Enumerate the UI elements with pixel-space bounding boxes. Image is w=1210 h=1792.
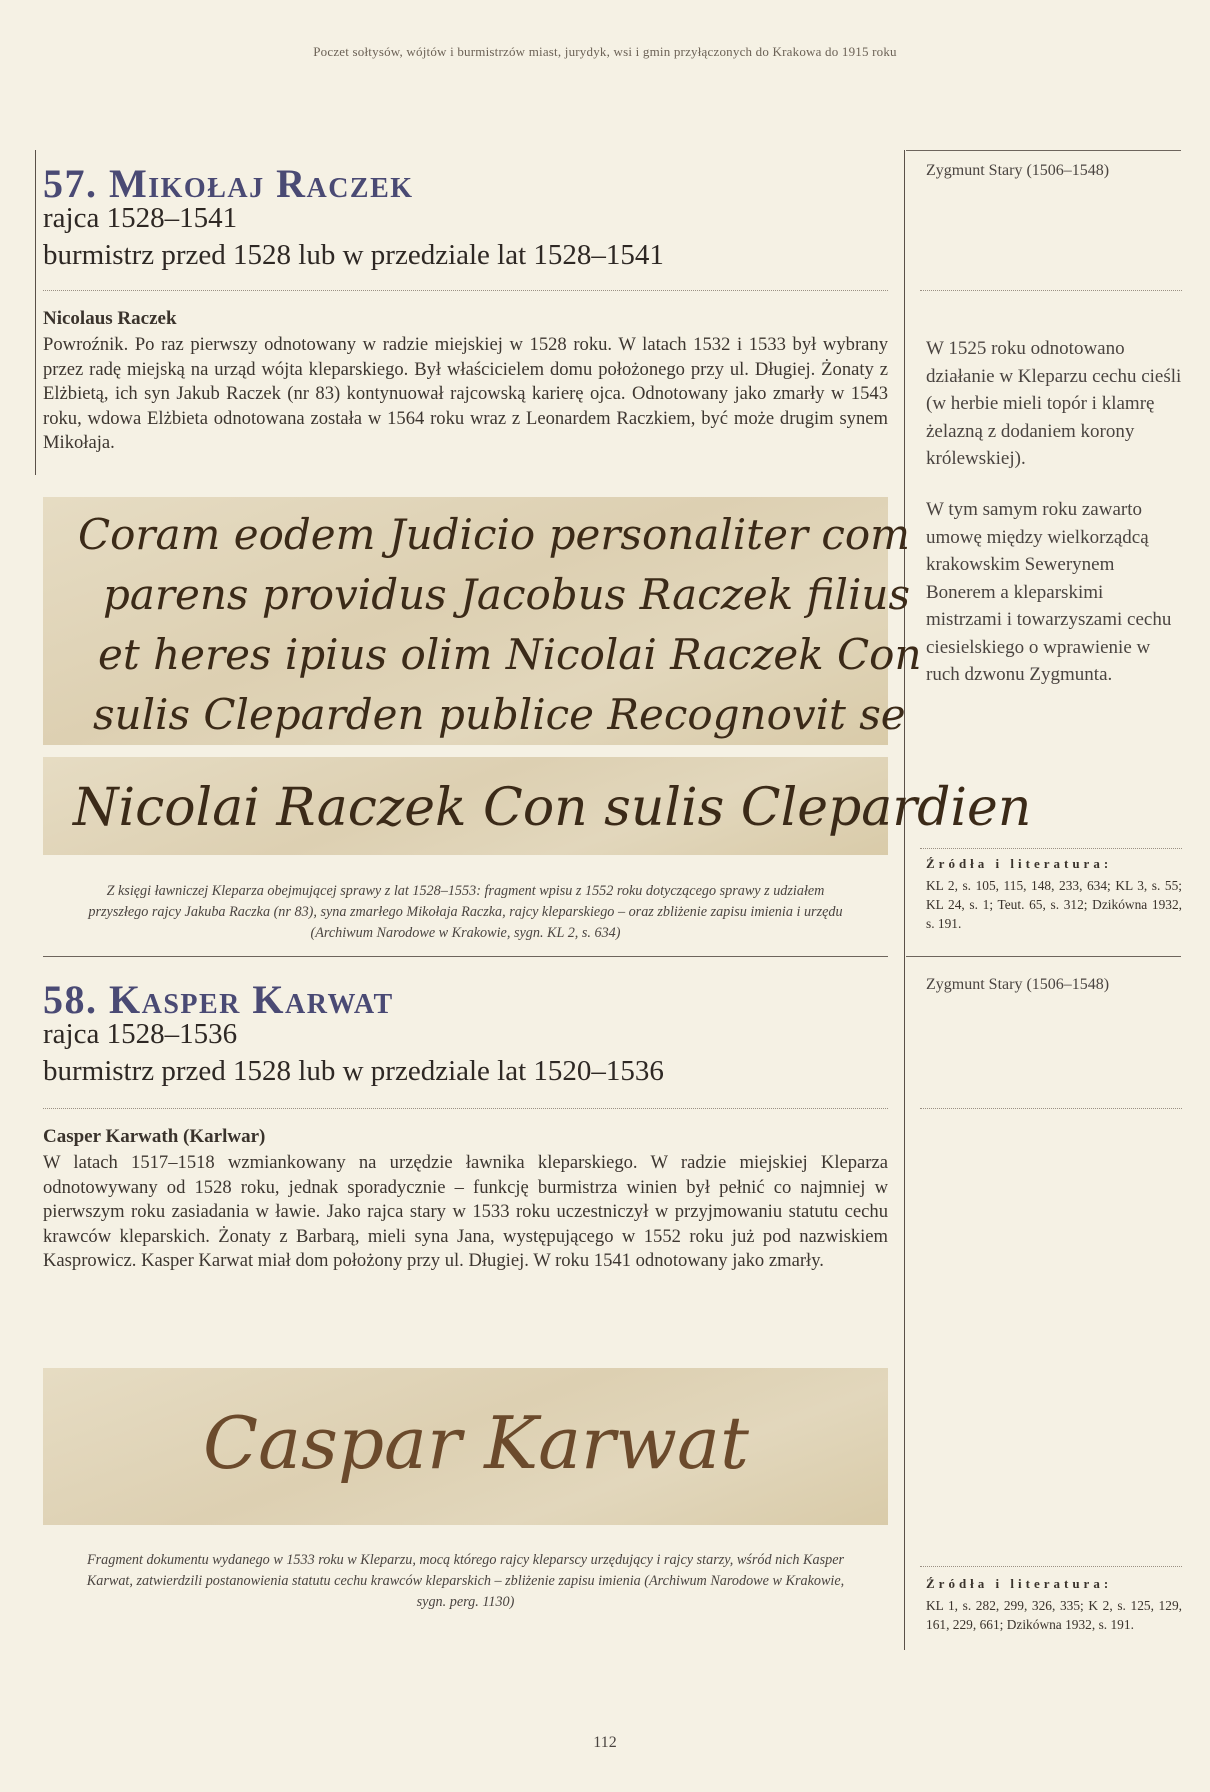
dotted-rule [920,290,1182,291]
biography-text: Powroźnik. Po raz pierwszy odnotowany w radzie miejskiej w 1528 roku. W latach 1532 i 1533 był wybrany przez radę miejską na urząd wójta kleparskiego. Był właścicielem domu położonego przy ul. Długiej. Żonaty z Elżbietą, ich syn Jakub Raczek (nr 83) kontynuował rajcowską karierę ojca. Odnotowany jako zmarły w 1543 roku, wdowa Elżbieta odnotowana została w 1564 roku wraz z Leonardem Raczkiem, być może drugim synem Mikołaja. [43,334,888,454]
manuscript-closeup-image [43,757,1032,855]
entry-office-burmistrz: burmistrz przed 1528 lub w przedziale lat 1528–1541 [43,239,664,271]
running-header: Poczet sołtysów, wójtów i burmistrzów miast, jurydyk, wsi i gmin przyłączonych do Krakowa do 1915 roku [313,44,897,59]
latin-name: Nicolaus Raczek [43,308,177,329]
manuscript-handwriting [43,497,922,745]
dotted-rule [920,1108,1182,1109]
entry-title: 57. Mikołaj Raczek [43,161,414,206]
dotted-rule [43,1108,888,1109]
manuscript-closeup-handwriting [43,1368,888,1525]
manuscript-line: sulis Cleparden publice Recognovit se [93,690,906,739]
section-rule-mid [906,956,1181,957]
manuscript-closeup-line: Nicolai Raczek Con sulis Clepardien [73,778,1032,838]
sidebar-note: W 1525 roku odnotowano działanie w Kleparzu cechu cieśli (w herbie mieli topór i klamrę żelazną z dodaniem korony królewskiej). [926,338,1182,469]
manuscript-image [43,497,922,745]
sources-label: Źródła i literatura: [926,856,1113,871]
biography-text: W latach 1517–1518 wzmiankowany na urzędzie ławnika kleparskiego. W radzie miejskiej Kleparza odnotowywany od 1528 roku, jednak sporadycznie – funkcję burmistrza winien był pełnić co najmniej w pierwszym roku zasiadania w ławie. Jako rajca stary w 1533 roku uczestniczył w przyjmowaniu statutu cechu krawców kleparskich. Żonaty z Barbarą, mieli syna Jana, występującego w 1552 roku już pod nazwiskiem Kasprowicz. Kasper Karwat miał dom położony przy ul. Długiej. W roku 1541 odnotowany jako zmarły. [43,1152,888,1272]
entry-office-burmistrz: burmistrz przed 1528 lub w przedziale lat 1520–1536 [43,1055,664,1087]
column-divider-main [904,150,905,1650]
manuscript-closeup-line: Caspar Karwat [203,1401,749,1485]
entry-office-rajca: rajca 1528–1536 [43,1018,238,1050]
sources-text: KL 2, s. 105, 115, 148, 233, 634; KL 3, s. 55; KL 24, s. 1; Teut. 65, s. 312; Dzikówna 1932, s. 191. [926,878,1182,931]
figure-caption: Fragment dokumentu wydanego w 1533 roku w Kleparzu, mocą którego rajcy kleparscy urzędujący i rajcy starzy, wśród nich Kasper Karwat, zatwierdzili postanowienia statutu cechu krawców kleparskich – zbliżenie zapisu imienia (Archiwum Narodowe w Krakowie, sygn. perg. 1130) [86,1552,845,1610]
entry-office-rajca: rajca 1528–1541 [43,202,238,234]
column-divider-left [35,150,36,475]
dotted-rule [920,1566,1182,1567]
image-gap [43,745,888,757]
sources-text: KL 1, s. 282, 299, 326, 335; K 2, s. 125, 129, 161, 229, 661; Dzikówna 1932, s. 191. [926,1598,1182,1632]
manuscript-closeup-image [43,1368,888,1525]
section-rule-top [906,150,1181,151]
sidebar-ruler: Zygmunt Stary (1506–1548) [926,162,1110,179]
section-rule-mid [43,956,888,957]
latin-name: Casper Karwath (Karlwar) [43,1126,266,1147]
manuscript-closeup-handwriting [43,757,1032,855]
sources-label: Źródła i literatura: [926,1576,1113,1591]
sidebar-note: W tym samym roku zawarto umowę między wielkorządcą krakowskim Sewerynem Bonerem a kleparskimi mistrzami i towarzyszami cechu ciesielskiego o wprawienie w ruch dzwonu Zygmunta. [926,499,1172,685]
figure-caption: Z księgi ławniczej Kleparza obejmującej sprawy z lat 1528–1553: fragment wpisu z 1552 roku dotyczącego sprawy z udziałem przyszłego rajcy Jakuba Raczka (nr 83), syna zmarłego Mikołaja Raczka, rajcy kleparskiego – oraz zbliżenie zapisu imienia i urzędu (Archiwum Narodowe w Krakowie, sygn. KL 2, s. 634) [88,883,843,941]
manuscript-line: parens providus Jacobus Raczek filius [103,570,911,619]
sidebar-ruler: Zygmunt Stary (1506–1548) [926,976,1110,993]
manuscript-line: et heres ipius olim Nicolai Raczek Con [98,630,922,679]
page-number: 112 [593,1734,617,1751]
dotted-rule [43,290,888,291]
dotted-rule [920,848,1182,849]
entry-title: 58. Kasper Karwat [43,977,394,1022]
manuscript-line: Coram eodem Judicio personaliter com [78,510,910,559]
